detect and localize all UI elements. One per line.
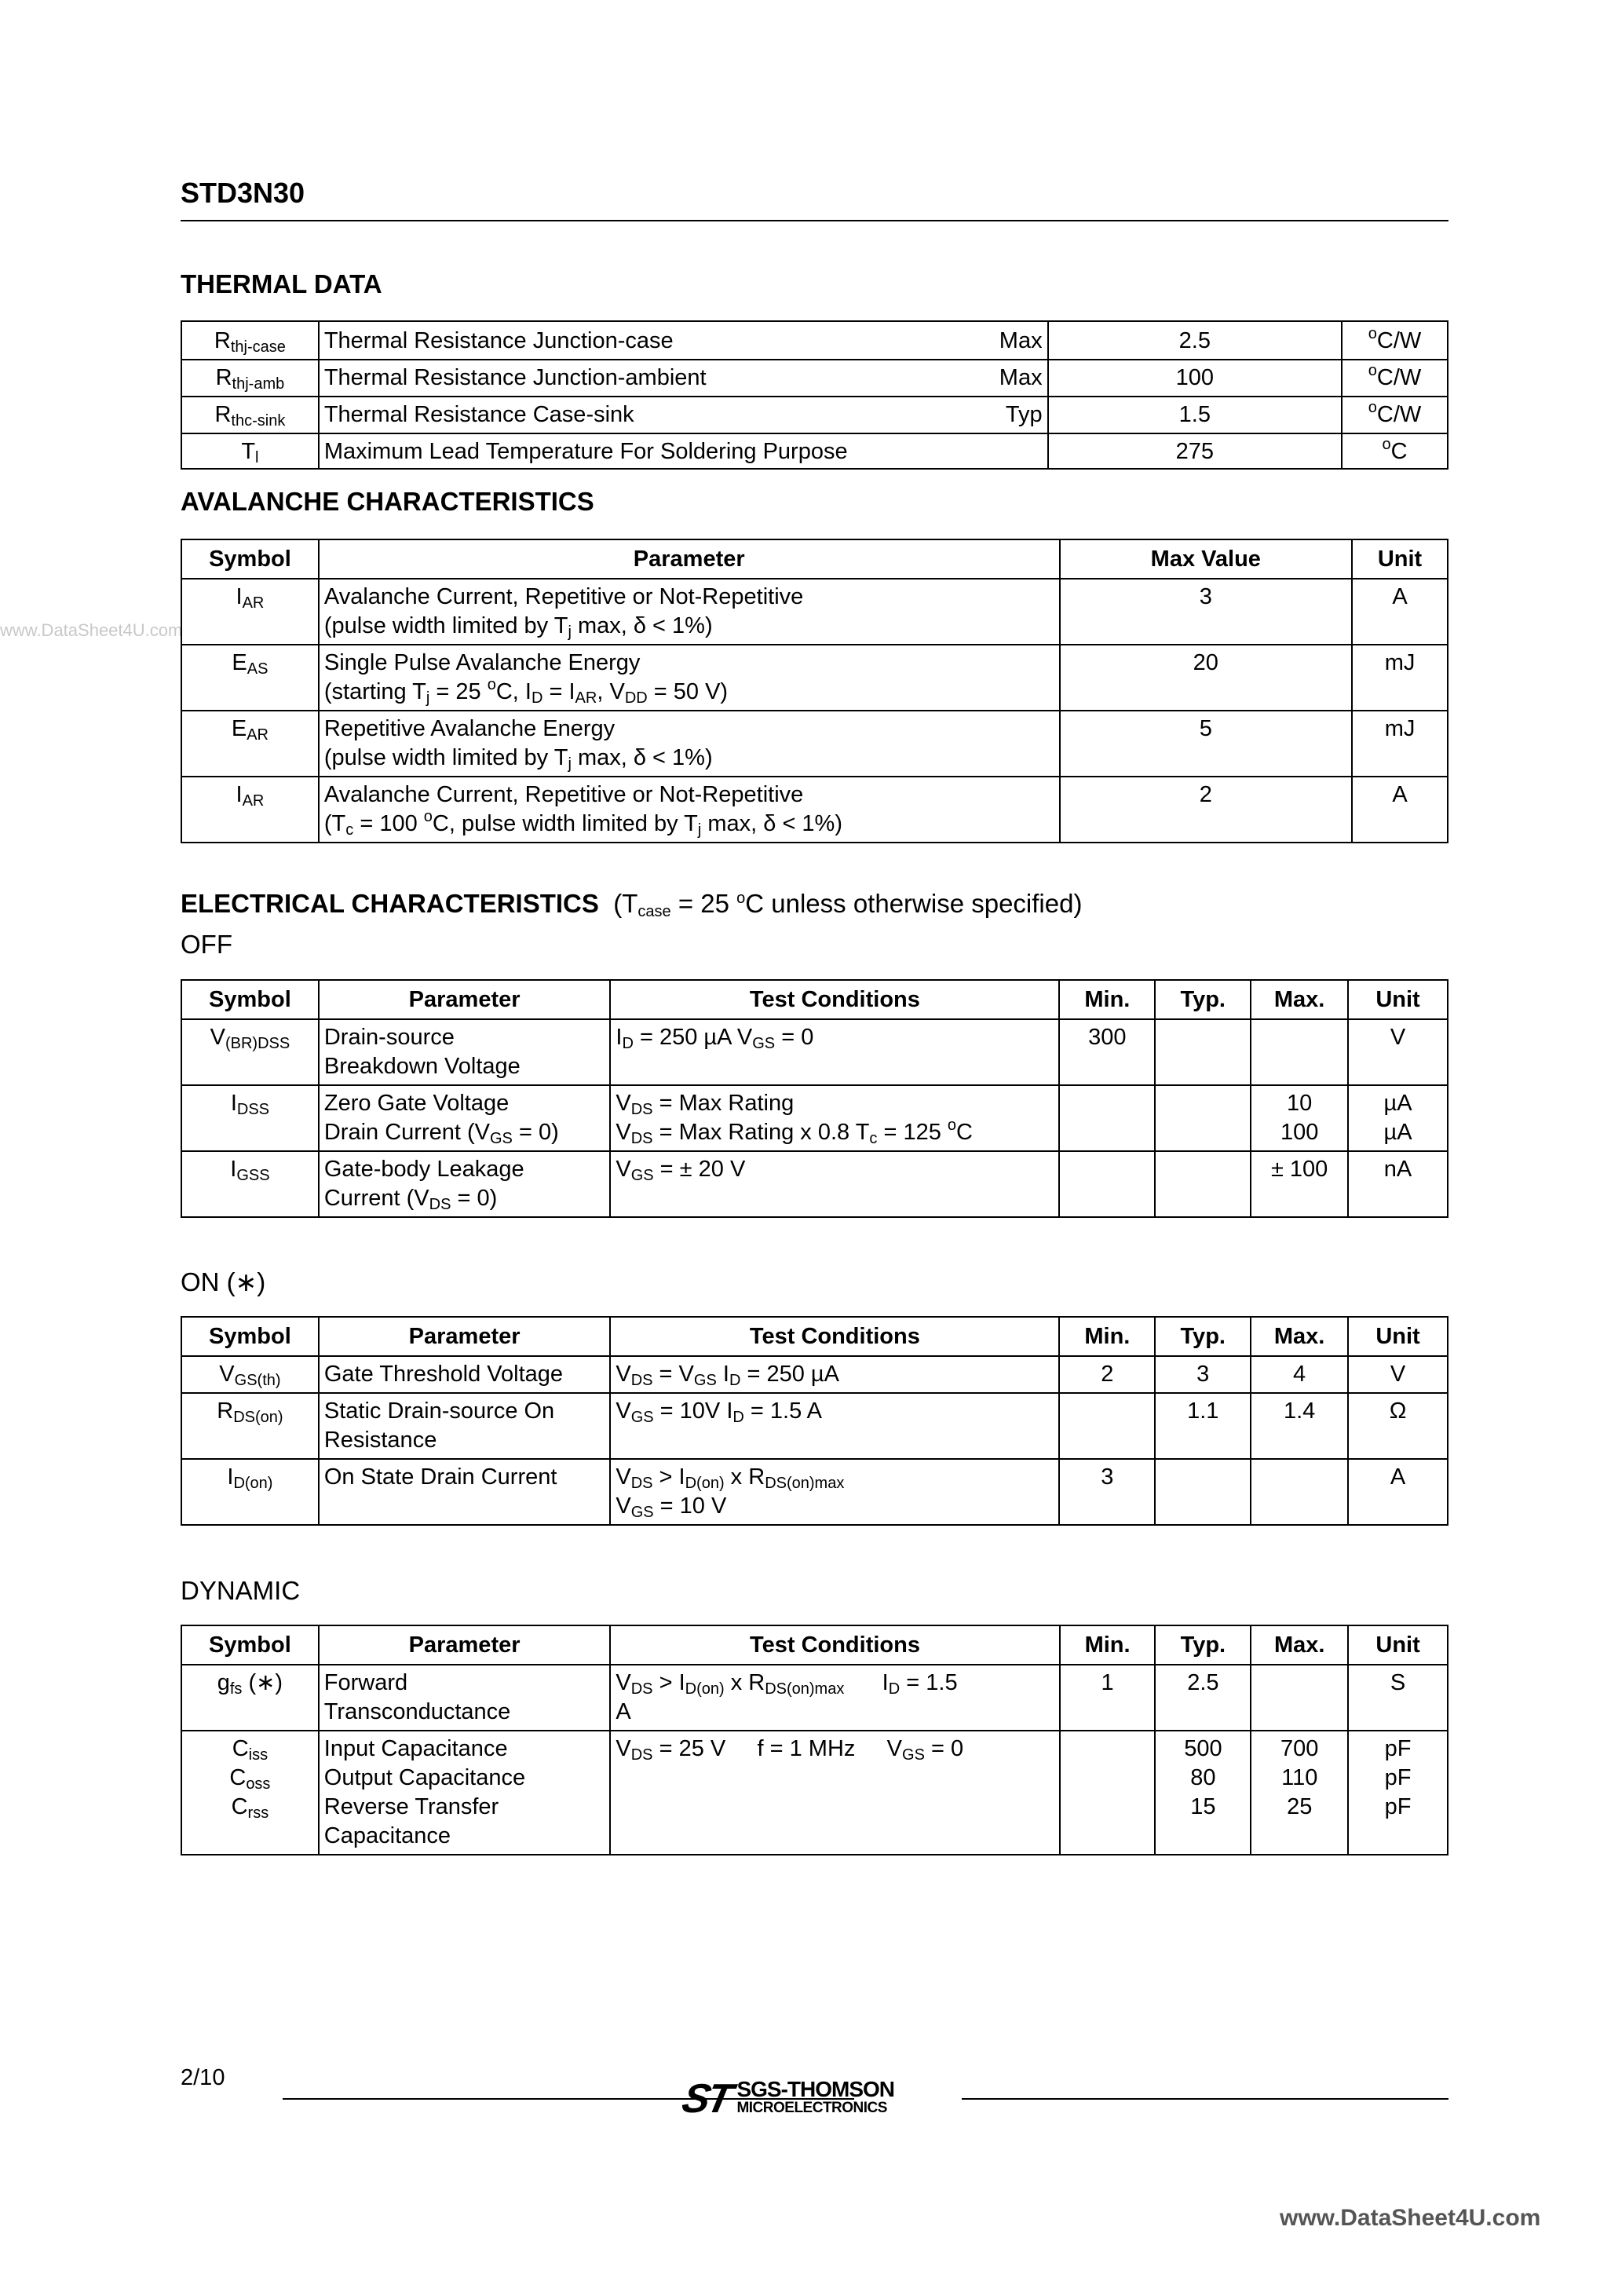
value-cell: 275 (1048, 433, 1342, 469)
table-row (181, 1459, 1448, 1525)
logo-text (736, 2077, 895, 2118)
symbol-cell: $g_{fs}$ (∗) (181, 1665, 319, 1731)
min-cell: 3 (1059, 1459, 1155, 1525)
table-row (181, 711, 1448, 777)
value-cell: 2 (1060, 777, 1353, 843)
max-cell (1251, 1459, 1348, 1525)
min-cell: 300 (1059, 1019, 1155, 1085)
min-cell (1059, 1393, 1155, 1459)
off-table (181, 979, 1448, 1218)
unit-cell: Ω (1348, 1393, 1448, 1459)
unit-cell: nA (1348, 1151, 1448, 1217)
typ-cell: 2.5 (1155, 1665, 1251, 1731)
min-cell (1059, 1151, 1155, 1217)
col-header-parameter: Parameter (319, 980, 611, 1019)
col-header-symbol: Symbol (181, 1317, 319, 1356)
table-row (181, 1019, 1448, 1085)
watermark-bottom: www.DataSheet4U.com (1280, 2205, 1541, 2231)
parameter-cell: Maximum Lead Temperature For Soldering Purpose (319, 433, 1048, 469)
col-header-unit: Unit (1348, 1317, 1448, 1356)
unit-cell: mJ (1352, 645, 1448, 711)
symbol-cell: $V_{GS(th)}$ (181, 1356, 319, 1393)
test-conditions-cell: $I_D = 250$ µA $V_{GS} = 0$ (610, 1019, 1059, 1085)
symbol-cell: $I_{DSS}$ (181, 1085, 319, 1151)
col-header-test-conditions: Test Conditions (610, 980, 1059, 1019)
test-conditions-cell: $V_{DS}$ = Max Rating $V_{DS}$ = Max Rating x 0.8 $T_c = 125$ $^o$C (610, 1085, 1059, 1151)
electrical-title: ELECTRICAL CHARACTERISTICS ($T_{case} = 25$ $^o$C unless otherwise specified) (181, 889, 1083, 920)
unit-cell: A (1352, 777, 1448, 843)
footer-rule-right (962, 2098, 1448, 2100)
parameter-cell: Zero Gate Voltage Drain Current $(V_{GS} = 0)$ (319, 1085, 611, 1151)
symbol-cell: $E_{AS}$ (181, 645, 319, 711)
symbol-cell: $R_{thj-case}$ (181, 321, 319, 360)
avalanche-title: AVALANCHE CHARACTERISTICS (181, 487, 594, 516)
symbol-cell: $I_{AR}$ (181, 579, 319, 645)
st-logo-icon: ST (678, 2076, 734, 2122)
table-row (181, 1151, 1448, 1217)
typ-cell (1155, 1019, 1251, 1085)
test-conditions-cell: $V_{DS} = 25$ V f = 1 MHz $V_{GS} = 0$ (610, 1731, 1059, 1855)
typ-cell: 1.1 (1155, 1393, 1251, 1459)
page-number: 2/10 (181, 2065, 225, 2090)
company-logo (678, 2075, 895, 2122)
unit-cell: $^o$C/W (1342, 321, 1448, 360)
col-header-symbol: Symbol (181, 980, 319, 1019)
col-header-test-conditions: Test Conditions (610, 1625, 1059, 1665)
col-header-parameter: Parameter (319, 1317, 611, 1356)
header-row (181, 980, 1448, 1019)
symbol-cell: $I_{GSS}$ (181, 1151, 319, 1217)
logo-brand: SGS-THOMSON (736, 2077, 895, 2101)
test-conditions-cell: $V_{GS} = 10V$ $I_D = 1.5$ A (610, 1393, 1059, 1459)
table-row (181, 360, 1448, 397)
parameter-cell: Repetitive Avalanche Energy (pulse width limited by $T_j$ max, δ < 1%) (319, 711, 1060, 777)
table-row (181, 1085, 1448, 1151)
unit-cell: µA µA (1348, 1085, 1448, 1151)
unit-cell: A (1352, 579, 1448, 645)
col-header-parameter: Parameter (319, 1625, 611, 1665)
min-cell: 2 (1059, 1356, 1155, 1393)
col-header-unit: Unit (1348, 1625, 1448, 1665)
page-title: STD3N30 (181, 177, 305, 209)
electrical-note: ($T_{case} = 25$ $^o$C unless otherwise specified) (613, 889, 1083, 920)
table-row (181, 579, 1448, 645)
min-cell: 1 (1060, 1665, 1156, 1731)
header-row (181, 1317, 1448, 1356)
unit-cell: V (1348, 1356, 1448, 1393)
col-header-max: Max. (1251, 1317, 1348, 1356)
table-row (181, 645, 1448, 711)
off-subtitle: OFF (181, 930, 232, 959)
unit-cell: V (1348, 1019, 1448, 1085)
symbol-cell: $R_{thc-sink}$ (181, 397, 319, 433)
col-header-min: Min. (1059, 1317, 1155, 1356)
unit-cell: $^o$C/W (1342, 397, 1448, 433)
typ-cell (1155, 1085, 1251, 1151)
value-cell: 1.5 (1048, 397, 1342, 433)
parameter-cell: Static Drain-source On Resistance (319, 1393, 611, 1459)
value-cell: 2.5 (1048, 321, 1342, 360)
symbol-cell: $I_{D(on)}$ (181, 1459, 319, 1525)
header-row (181, 539, 1448, 579)
parameter-cell: Thermal Resistance Junction-ambient Max (319, 360, 1048, 397)
col-header-typ: Typ. (1155, 1317, 1251, 1356)
min-cell (1059, 1085, 1155, 1151)
col-header-parameter: Parameter (319, 539, 1060, 579)
table-row (181, 1665, 1448, 1731)
unit-cell: $^o$C/W (1342, 360, 1448, 397)
min-cell (1060, 1731, 1156, 1855)
test-conditions-cell: $V_{GS}$ = ± 20 V (610, 1151, 1059, 1217)
typ-cell (1155, 1459, 1251, 1525)
table-row (181, 397, 1448, 433)
col-header-symbol: Symbol (181, 1625, 319, 1665)
thermal-table (181, 320, 1448, 470)
parameter-cell: Thermal Resistance Case-sink Typ (319, 397, 1048, 433)
table-row (181, 1356, 1448, 1393)
avalanche-table (181, 539, 1448, 843)
symbol-cell: $V_{(BR)DSS}$ (181, 1019, 319, 1085)
symbol-cell: $T_l$ (181, 433, 319, 469)
parameter-cell: On State Drain Current (319, 1459, 611, 1525)
test-conditions-cell: $V_{DS} > I_{D(on)}$ x $R_{DS(on)max}$ $I_D = 1.5$ A (610, 1665, 1059, 1731)
parameter-cell: Avalanche Current, Repetitive or Not-Repetitive (pulse width limited by $T_j$ max, δ < 1%) (319, 579, 1060, 645)
parameter-cell: Single Pulse Avalanche Energy (starting $T_j = 25$ $^o$C, $I_D = I_{AR}$, $V_{DD} = 50$ V) (319, 645, 1060, 711)
col-header-typ: Typ. (1155, 1625, 1251, 1665)
table-row (181, 1393, 1448, 1459)
header-row (181, 1625, 1448, 1665)
typ-cell: 500 80 15 (1155, 1731, 1251, 1855)
value-cell: 20 (1060, 645, 1353, 711)
test-conditions-cell: $V_{DS} > I_{D(on)}$ x $R_{DS(on)max}$ $V_{GS} = 10$ V (610, 1459, 1059, 1525)
on-table (181, 1316, 1448, 1526)
symbol-cell: $R_{thj-amb}$ (181, 360, 319, 397)
value-cell: 3 (1060, 579, 1353, 645)
max-cell (1251, 1665, 1348, 1731)
value-cell: 5 (1060, 711, 1353, 777)
parameter-cell: Input Capacitance Output Capacitance Reverse Transfer Capacitance (319, 1731, 611, 1855)
col-header-typ: Typ. (1155, 980, 1251, 1019)
parameter-cell: Thermal Resistance Junction-case Max (319, 321, 1048, 360)
value-cell: 100 (1048, 360, 1342, 397)
test-conditions-cell: $V_{DS} = V_{GS}$ $I_D = 250$ µA (610, 1356, 1059, 1393)
dynamic-table (181, 1625, 1448, 1855)
col-header-max: Max. (1251, 980, 1348, 1019)
unit-cell: S (1348, 1665, 1448, 1731)
unit-cell: mJ (1352, 711, 1448, 777)
max-cell: 4 (1251, 1356, 1348, 1393)
unit-cell: $^o$C (1342, 433, 1448, 469)
col-header-min: Min. (1060, 1625, 1156, 1665)
logo-subbrand: MICROELECTRONICS (736, 2100, 887, 2116)
on-subtitle: ON (∗) (181, 1267, 266, 1296)
col-header-unit: Unit (1348, 980, 1448, 1019)
parameter-cell: Gate-body Leakage Current $(V_{DS} = 0)$ (319, 1151, 611, 1217)
parameter-cell: Avalanche Current, Repetitive or Not-Repetitive ($T_c = 100$ $^o$C, pulse width limited by $T_j$ max, δ < 1%) (319, 777, 1060, 843)
col-header-max-value: Max Value (1060, 539, 1353, 579)
dynamic-subtitle: DYNAMIC (181, 1576, 301, 1605)
max-cell (1251, 1019, 1348, 1085)
col-header-test-conditions: Test Conditions (610, 1317, 1059, 1356)
max-cell: 1.4 (1251, 1393, 1348, 1459)
unit-cell: A (1348, 1459, 1448, 1525)
table-row (181, 321, 1448, 360)
max-cell: 10 100 (1251, 1085, 1348, 1151)
parameter-cell: Drain-source Breakdown Voltage (319, 1019, 611, 1085)
parameter-cell: Forward Transconductance (319, 1665, 611, 1731)
typ-cell (1155, 1151, 1251, 1217)
table-row (181, 1731, 1448, 1855)
col-header-unit: Unit (1352, 539, 1448, 579)
col-header-min: Min. (1059, 980, 1155, 1019)
max-cell: 700 110 25 (1251, 1731, 1348, 1855)
col-header-max: Max. (1251, 1625, 1348, 1665)
max-cell: ± 100 (1251, 1151, 1348, 1217)
typ-cell: 3 (1155, 1356, 1251, 1393)
symbol-cell: $R_{DS(on)}$ (181, 1393, 319, 1459)
table-row (181, 433, 1448, 469)
table-row (181, 777, 1448, 843)
unit-cell: pF pF pF (1348, 1731, 1448, 1855)
symbol-cell: $I_{AR}$ (181, 777, 319, 843)
thermal-data-title: THERMAL DATA (181, 269, 382, 298)
watermark-left: www.DataSheet4U.com (0, 620, 183, 640)
title-rule (181, 220, 1448, 221)
symbol-cell: $C_{iss}$ $C_{oss}$ $C_{rss}$ (181, 1731, 319, 1855)
col-header-symbol: Symbol (181, 539, 319, 579)
parameter-cell: Gate Threshold Voltage (319, 1356, 611, 1393)
symbol-cell: $E_{AR}$ (181, 711, 319, 777)
